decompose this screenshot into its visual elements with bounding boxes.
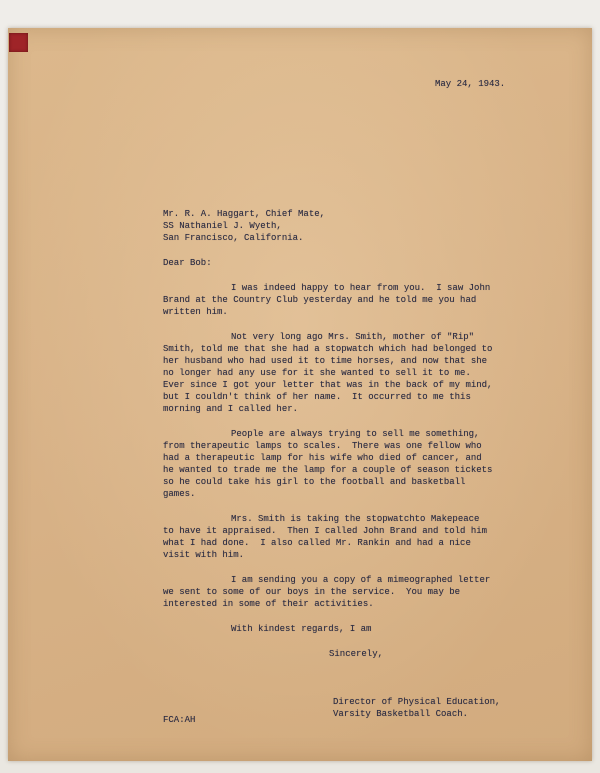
- signature-title-line: Varsity Basketball Coach.: [333, 709, 469, 719]
- signature-block: [333, 696, 573, 720]
- letter-paper: [8, 28, 592, 761]
- signoff: Sincerely,: [329, 649, 384, 659]
- recipient-address: [163, 208, 495, 244]
- paragraph-5: I am sending you a copy of a mimeographed letter we sent to some of our boys in the service. You may be interested in some of their activities.: [163, 575, 496, 609]
- paragraph-1: I was indeed happy to hear from you. I saw John Brand at the Country Club yesterday and he told me you had written him.: [163, 283, 496, 317]
- typist-initials: FCA:AH: [163, 715, 196, 725]
- paragraph-2: Not very long ago Mrs. Smith, mother of "Rip" Smith, told me that she had a stopwatch which had belonged to her husband who had used it to time horses, and now that she no longer had any use for it she wanted to sell it to me. Ever since I got your letter that was in the back of my mind, but I couldn't think of her name. It occurred to me this morning and I called her.: [163, 332, 498, 414]
- letter-body: [163, 208, 498, 660]
- paragraph-4: Mrs. Smith is taking the stopwatchto Makepeace to have it appraised. Then I called John Brand and told him what I had done. I also called Mr. Rankin and had a nice visit with him.: [163, 514, 493, 560]
- salutation: Dear Bob:: [163, 258, 212, 268]
- signature-title-line: Director of Physical Education,: [333, 697, 501, 707]
- recipient-line: SS Nathaniel J. Wyeth,: [163, 221, 282, 231]
- recipient-line: San Francisco, California.: [163, 233, 304, 243]
- closing-line: With kindest regards, I am: [231, 624, 372, 634]
- recipient-line: Mr. R. A. Haggart, Chief Mate,: [163, 209, 326, 219]
- letter-date: May 24, 1943.: [435, 79, 506, 89]
- red-registration-mark: [9, 33, 28, 52]
- paragraph-3: People are always trying to sell me something, from therapeutic lamps to scales. There was one fellow who had a therapeutic lamp for his wife who died of cancer, and he wanted to trade me the lamp for a couple of season tickets so he could take his girl to the football and basketball games.: [163, 429, 498, 499]
